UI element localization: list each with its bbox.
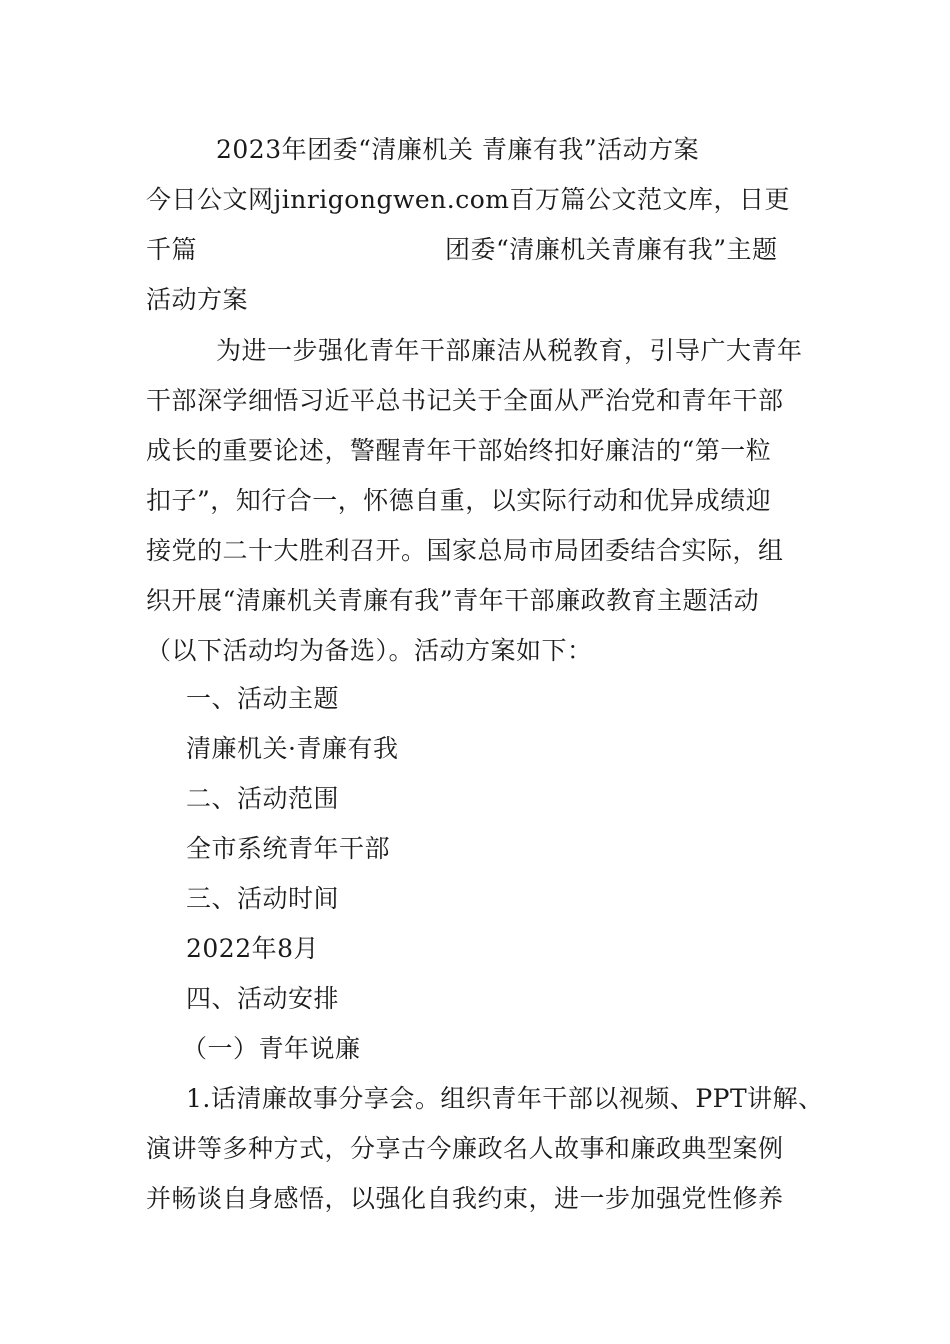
section-content-time: 2022年8月 <box>186 934 320 963</box>
intro-line: 接党的二十大胜利召开。国家总局市局团委结合实际，组 <box>146 536 784 565</box>
document-title: 2023年团委“清廉机关 青廉有我”活动方案 <box>216 135 700 164</box>
item-line: 并畅谈自身感悟，以强化自我约束，进一步加强党性修养 <box>146 1184 784 1213</box>
intro-line: 扣子”，知行合一，怀德自重，以实际行动和优异成绩迎 <box>146 486 772 515</box>
item-line: 1.话清廉故事分享会。组织青年干部以视频、PPT讲解、 <box>186 1084 824 1113</box>
section-heading-scope: 二、活动范围 <box>186 784 340 813</box>
subtitle-part-1: 团委“清廉机关青廉有我”主题 <box>445 235 778 264</box>
intro-line: （以下活动均为备选）。活动方案如下： <box>146 636 593 665</box>
source-line-2: 千篇 <box>146 235 198 264</box>
intro-line: 成长的重要论述，警醒青年干部始终扣好廉洁的“第一粒 <box>146 436 772 465</box>
subsection-heading: （一）青年说廉 <box>182 1034 361 1063</box>
intro-line: 织开展“清廉机关青廉有我”青年干部廉政教育主题活动 <box>146 586 760 615</box>
section-content-theme: 清廉机关·青廉有我 <box>186 734 399 763</box>
subtitle-part-2: 活动方案 <box>146 285 249 314</box>
source-line-1: 今日公文网jinrigongwen.com百万篇公文范文库，日更 <box>146 185 790 214</box>
intro-line: 干部深学细悟习近平总书记关于全面从严治党和青年干部 <box>146 386 784 415</box>
intro-line: 为进一步强化青年干部廉洁从税教育，引导广大青年 <box>216 336 803 365</box>
section-content-scope: 全市系统青年干部 <box>186 834 391 863</box>
item-line: 演讲等多种方式，分享古今廉政名人故事和廉政典型案例 <box>146 1134 784 1163</box>
section-heading-theme: 一、活动主题 <box>186 684 340 713</box>
section-heading-arrangement: 四、活动安排 <box>186 984 340 1013</box>
section-heading-time: 三、活动时间 <box>186 884 340 913</box>
